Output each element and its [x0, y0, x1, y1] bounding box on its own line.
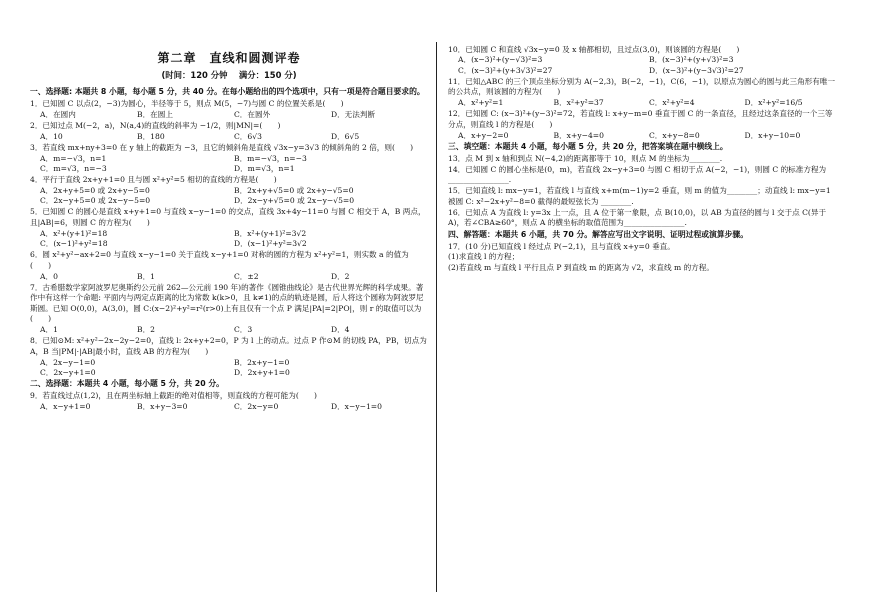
question-16: 16．已知点 A 为直线 l: y=3x 上一点，且 A 位于第一象限，点 B(10,0)，以 AB 为直径的圆与 l 交于点 C(异于 A)，若∠CBA≥60°，则点 A 的横坐标的取值范围为________________. — [448, 207, 827, 228]
option: C．x²+y²=4 — [649, 98, 695, 108]
question-4-options — [30, 186, 428, 207]
option: B．在圆上 — [137, 109, 173, 119]
option: C．m=√3，n=−3 — [40, 164, 107, 174]
option: C．±2 — [234, 271, 259, 281]
right-column — [448, 44, 840, 274]
question-4: 4．平行于直线 2x+y+1=0 且与圆 x²+y²=5 相切的直线的方程是( ) — [30, 175, 277, 185]
question-5-options — [30, 229, 428, 250]
question-14: 14．已知圆 C 的圆心坐标是(0，m)，若直线 2x−y+3=0 与圆 C 相切于点 A(−2，−1)，则圆 C 的标准方程为________________. — [448, 164, 827, 185]
option: B．x²+y²=37 — [553, 98, 604, 108]
option: A．1 — [40, 325, 58, 335]
question-2: 2．已知过点 M(−2，a)，N(a,4)的直线的斜率为 −1/2，则|MN|=( ) — [30, 120, 281, 130]
question-6-options — [30, 272, 428, 282]
question-8-options — [30, 358, 428, 379]
option: A．10 — [40, 131, 63, 141]
option: D．x−y−1=0 — [331, 402, 383, 412]
option: C．2x−y+1=0 — [40, 367, 96, 377]
left-column — [30, 86, 428, 413]
option: C．x+y−8=0 — [649, 130, 700, 140]
column-divider — [436, 42, 437, 592]
option: D．6√5 — [331, 131, 360, 141]
option: D．(x−1)²+y²=3√2 — [234, 239, 307, 249]
page-title: 第二章 直线和圆测评卷 — [157, 51, 301, 65]
option: C．6√3 — [234, 131, 262, 141]
question-11-options — [448, 98, 840, 108]
question-17: 17．(10 分)已知直线 l 经过点 P(−2,1)，且与直线 x+y=0 垂直。 — [448, 241, 675, 251]
option: C．(x−1)²+y²=18 — [40, 239, 108, 249]
option: A．x²+y²=1 — [458, 98, 504, 108]
question-9: 9．若直线过点(1,2)，且在两坐标轴上截距的绝对值相等，则直线的方程可能为( ) — [30, 391, 317, 401]
question-10: 10．已知圆 C 和直线 √3x−y=0 及 x 轴都相切，且过点(3,0)，则该圆的方程是( ) — [448, 44, 740, 54]
option: B．x²+(y+1)²=3√2 — [234, 228, 307, 238]
question-13: 13．点 M 到 x 轴和到点 N(−4,2)的距离都等于 10，则点 M 的坐标为________. — [448, 153, 723, 163]
option: B．x+y−3=0 — [137, 402, 188, 412]
option: A．x²+(y+1)²=18 — [40, 228, 108, 238]
section-heading: 一、选择题: 本题共 8 小题，每小题 5 分，共 40 分。在每小题给出的四个选项中，只有一项是符合题目要求的。 — [30, 87, 425, 96]
option: D．4 — [331, 325, 350, 335]
question-12: 12．已知圆 C: (x−3)²+(y−3)²=72，若直线 l: x+y−m=0 垂直于圆 C 的一条直径，且经过这条直径的一个三等分点，则直线 l 的方程是( ) — [448, 109, 833, 129]
option: D．2x+y+1=0 — [234, 367, 290, 377]
option: D．无法判断 — [331, 109, 376, 119]
option: C．(x−3)²+(y+3√3)²=27 — [458, 65, 553, 75]
option: A．m=−√3，n=1 — [40, 153, 107, 163]
option: B．2 — [137, 325, 156, 335]
option: B．(x−3)²+(y+√3)²=3 — [649, 55, 734, 65]
option: B．2x+y−1=0 — [234, 357, 290, 367]
option: D．2x−y+√5=0 或 2x−y−√5=0 — [234, 196, 355, 206]
option: A．x−y+1=0 — [40, 402, 91, 412]
option: C．2x−y+5=0 或 2x−y−5=0 — [40, 196, 151, 206]
option: D．x²+y²=16/5 — [744, 98, 803, 108]
option: D．2 — [331, 271, 350, 281]
question-7: 7．古希腊数学家阿波罗尼奥斯约公元前 262—公元前 190 年)的著作《圆锥曲线论》是古代世界光辉的科学成果。著作中有这样一个命题: 平面内与两定点距离的比为常数 k(k>0，且 k≠1)的点的轨迹是圆，后人将这个圆称为阿波罗尼斯圆。已知 O(0,0)，A(3,0)，圆 C:(x−2)²+y²=r²(r>0)上有且仅有一个点 P 满足|PA|=2|PO|，则 r 的取值可以为( ) — [30, 282, 424, 324]
section-heading: 三、填空题：本题共 4 小题，每小题 5 分，共 20 分，把答案填在题中横线上。 — [448, 142, 728, 152]
option: A．0 — [40, 271, 58, 281]
question-7-options — [30, 325, 428, 335]
option: B．2x+y+√5=0 或 2x+y−√5=0 — [234, 186, 354, 195]
question-6: 6．圆 x²+y²−ax+2=0 与直线 x−y−1=0 关于直线 x−y+1=0 对称的圆的方程为 x²+y²=1，则实数 a 的值为( ) — [30, 250, 409, 270]
option: A．(x−3)²+(y−√3)²=3 — [458, 55, 543, 65]
question-9-options — [30, 402, 428, 412]
option: B．180 — [137, 131, 165, 141]
option: C．3 — [234, 325, 253, 335]
question-17-part-1: (1)求直线 l 的方程； — [448, 252, 520, 262]
question-15: 15．已知直线 l: mx−y=1，若直线 l 与直线 x+m(m−1)y=2 垂直，则 m 的值为________；动直线 l: mx−y=1 被圆 C: x²−2x+y²−8=0 截得的最短弦长为 ________. — [448, 186, 831, 206]
option: C．在圆外 — [234, 109, 271, 119]
question-10-options — [448, 55, 840, 76]
page-subtitle: (时间：120 分钟 满分：150 分) — [161, 70, 297, 80]
option: B．x+y−4=0 — [553, 130, 604, 140]
option: D．x+y−10=0 — [744, 130, 801, 140]
option: D．(x−3)²+(y−3√3)²=27 — [649, 65, 744, 75]
option: A．x+y−2=0 — [458, 130, 509, 140]
option: C．2x−y=0 — [234, 402, 279, 412]
question-3-options — [30, 154, 428, 175]
question-5: 5．已知圆 C 的圆心是直线 x+y+1=0 与直线 x−y−1=0 的交点，直线 3x+4y−11=0 与圆 C 相交于 A，B 两点，且|AB|=6，则圆 C 的方程为( ) — [30, 207, 426, 227]
section-heading: 四、解答题：本题共 6 小题，共 70 分。解答应写出文字说明、证明过程或演算步骤。 — [448, 229, 749, 239]
question-1-options — [30, 110, 428, 120]
section-heading: 二、选择题：本题共 4 小题，每小题 5 分，共 20 分。 — [30, 379, 224, 389]
option: B．1 — [137, 271, 156, 281]
option: D．m=√3，n=1 — [234, 164, 295, 174]
option: A．在圆内 — [40, 109, 76, 119]
question-2-options — [30, 132, 428, 142]
option: A．2x+y+5=0 或 2x+y−5=0 — [40, 186, 150, 195]
option: A．2x−y−1=0 — [40, 357, 96, 367]
question-17-part-2: (2)若直线 m 与直线 l 平行且点 P 到直线 m 的距离为 √2，求直线 m 的方程。 — [448, 263, 714, 273]
question-3: 3．若直线 mx+ny+3=0 在 y 轴上的截距为 −3，且它的倾斜角是直线 √3x−y=3√3 的倾斜角的 2 倍，则( ) — [30, 142, 414, 152]
option: B．m=−√3，n=−3 — [234, 153, 307, 163]
question-11: 11．已知△ABC 的三个顶点坐标分别为 A(−2,3)，B(−2，−1)，C(6，−1)，以原点为圆心的圆与此三角形有唯一的公共点，则该圆的方程为( ) — [448, 76, 836, 97]
question-8: 8．已知⊙M: x²+y²−2x−2y−2=0，直线 l: 2x+y+2=0，P 为 l 上的动点。过点 P 作⊙M 的切线 PA，PB，切点为 A，B 当|PM|·|AB|最小时，直线 AB 的方程为( ) — [30, 336, 427, 356]
question-1: 1．已知圆 C 以点(2，−3)为圆心，半径等于 5，则点 M(5，−7)与圆 C 的位置关系是( ) — [30, 98, 344, 108]
question-12-options — [448, 131, 840, 141]
